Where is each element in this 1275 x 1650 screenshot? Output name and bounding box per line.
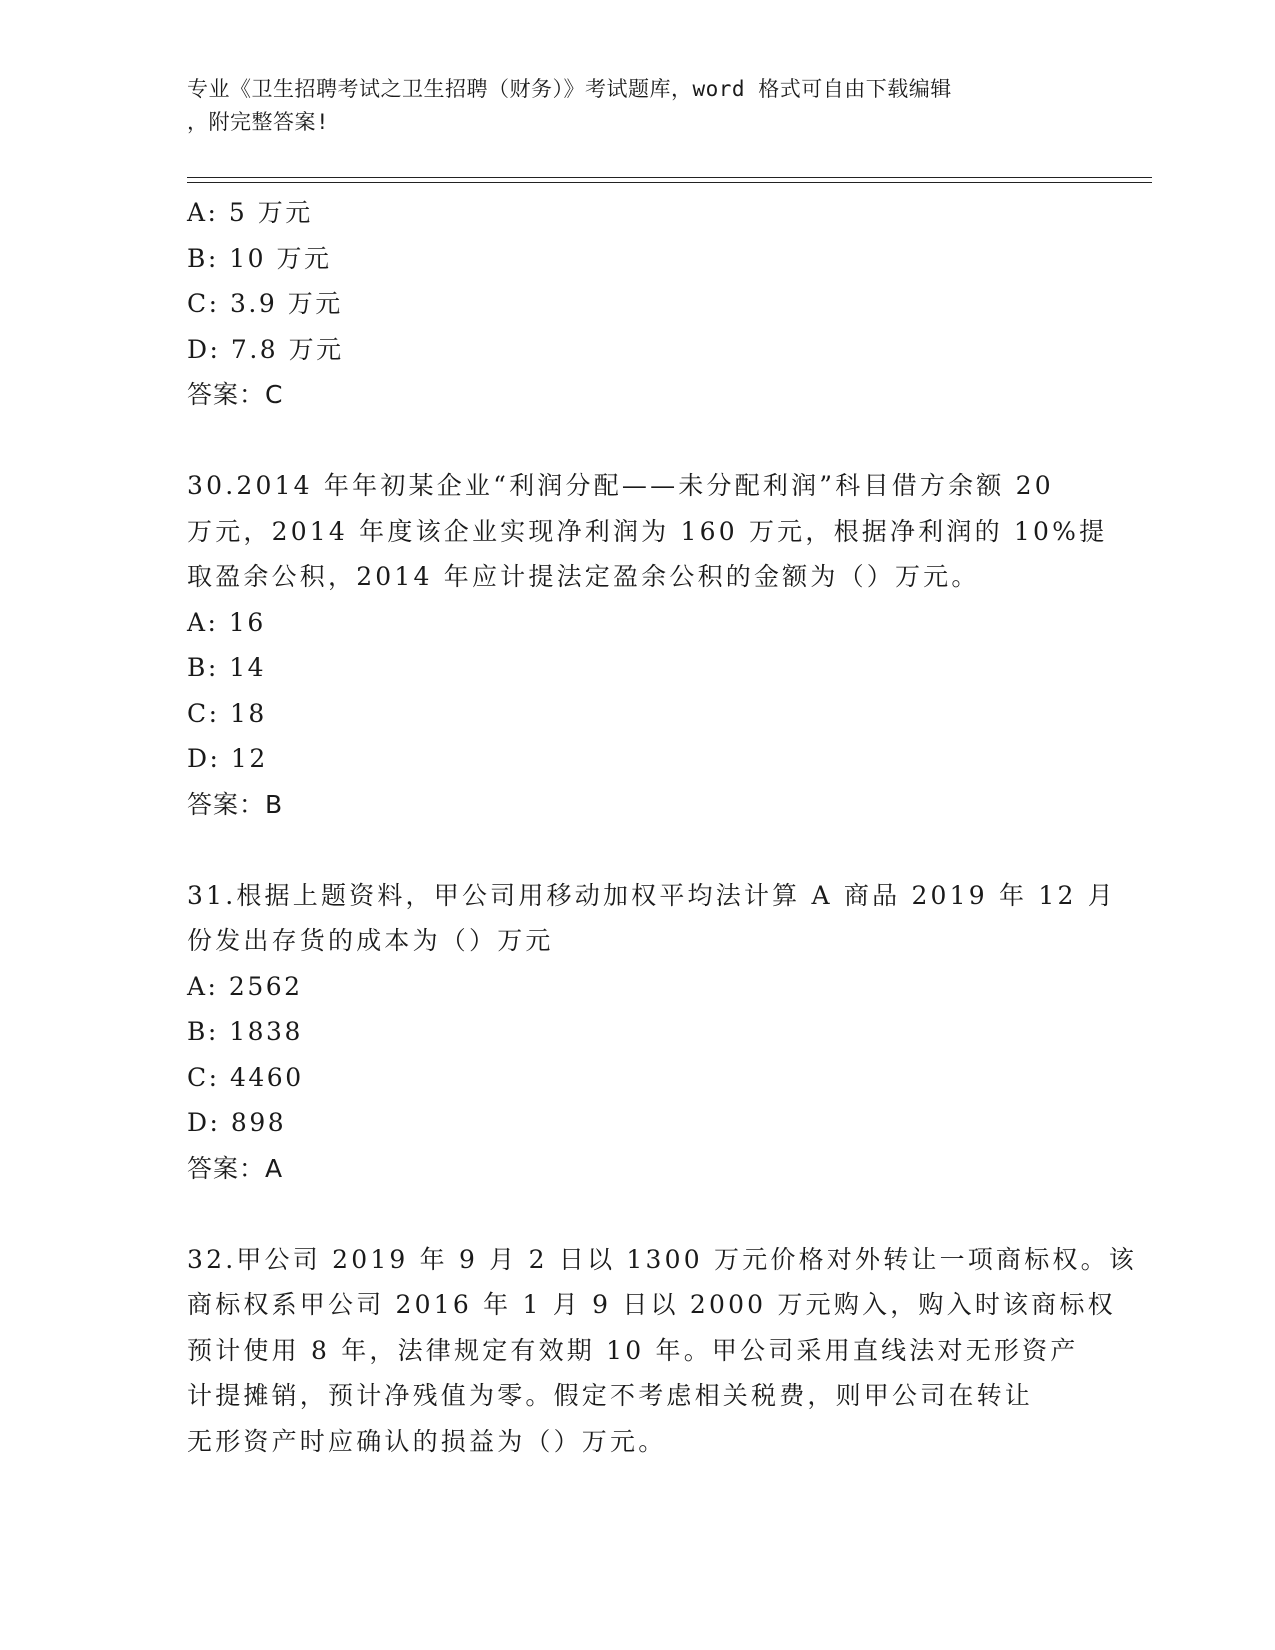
option-a: A: 2562 [187,971,303,1001]
option-d: D: 7.8 万元 [187,334,344,364]
option-c: C: 18 [187,698,267,728]
question-text-line: 取盈余公积，2014 年应计提法定盈余公积的金额为（）万元。 [187,562,980,591]
option-a: A: 5 万元 [187,198,313,227]
option-c: C: 4460 [187,1062,304,1092]
question-text-line: 预计使用 8 年，法律规定有效期 10 年。甲公司采用直线法对无形资产 [187,1335,1079,1365]
header-divider-bottom [187,182,1152,183]
question-text-line: 31.根据上题资料，甲公司用移动加权平均法计算 A 商品 2019 年 12 月 [187,880,1116,910]
header-divider-top [187,177,1152,178]
question-32 [187,1237,1137,1465]
option-b: B: 1838 [187,1017,303,1046]
question-29 [187,190,1087,418]
question-text-line: 商标权系甲公司 2016 年 1 月 9 日以 2000 万元购入，购入时该商标权 [187,1290,1116,1319]
question-text-line: 32.甲公司 2019 年 9 月 2 日以 1300 万元价格对外转让一项商标权。该 [187,1244,1137,1274]
question-text-line: 30.2014 年年初某企业“利润分配——未分配利润”科目借方余额 20 [187,471,1054,500]
question-text-line: 万元，2014 年度该企业实现净利润为 160 万元，根据净利润的 10%提 [187,516,1108,546]
spacer [187,827,1087,873]
question-text-line: 无形资产时应确认的损益为（）万元。 [187,1426,667,1456]
option-b: B: 10 万元 [187,243,332,273]
option-d: D: 12 [187,744,268,773]
answer-line: 答案：B [187,789,284,819]
question-text-line: 计提摊销，预计净残值为零。假定不考虑相关税费，则甲公司在转让 [187,1381,1034,1410]
question-31 [187,873,1116,1192]
option-d: D: 898 [187,1108,287,1137]
question-30 [187,463,1108,827]
option-b: B: 14 [187,653,267,682]
header-line-1: 专业《卫生招聘考试之卫生招聘（财务）》考试题库，word 格式可自由下载编辑 [187,77,952,101]
question-text-line: 份发出存货的成本为（）万元 [187,926,554,955]
question-list [187,190,1137,1464]
spacer [187,1191,1087,1237]
option-a: A: 16 [187,607,266,637]
spacer [187,418,1087,464]
header-line-2: ，附完整答案! [187,110,330,134]
document-header [187,73,1067,139]
option-c: C: 3.9 万元 [187,289,343,318]
answer-line: 答案：C [187,380,284,409]
answer-line: 答案：A [187,1153,284,1183]
